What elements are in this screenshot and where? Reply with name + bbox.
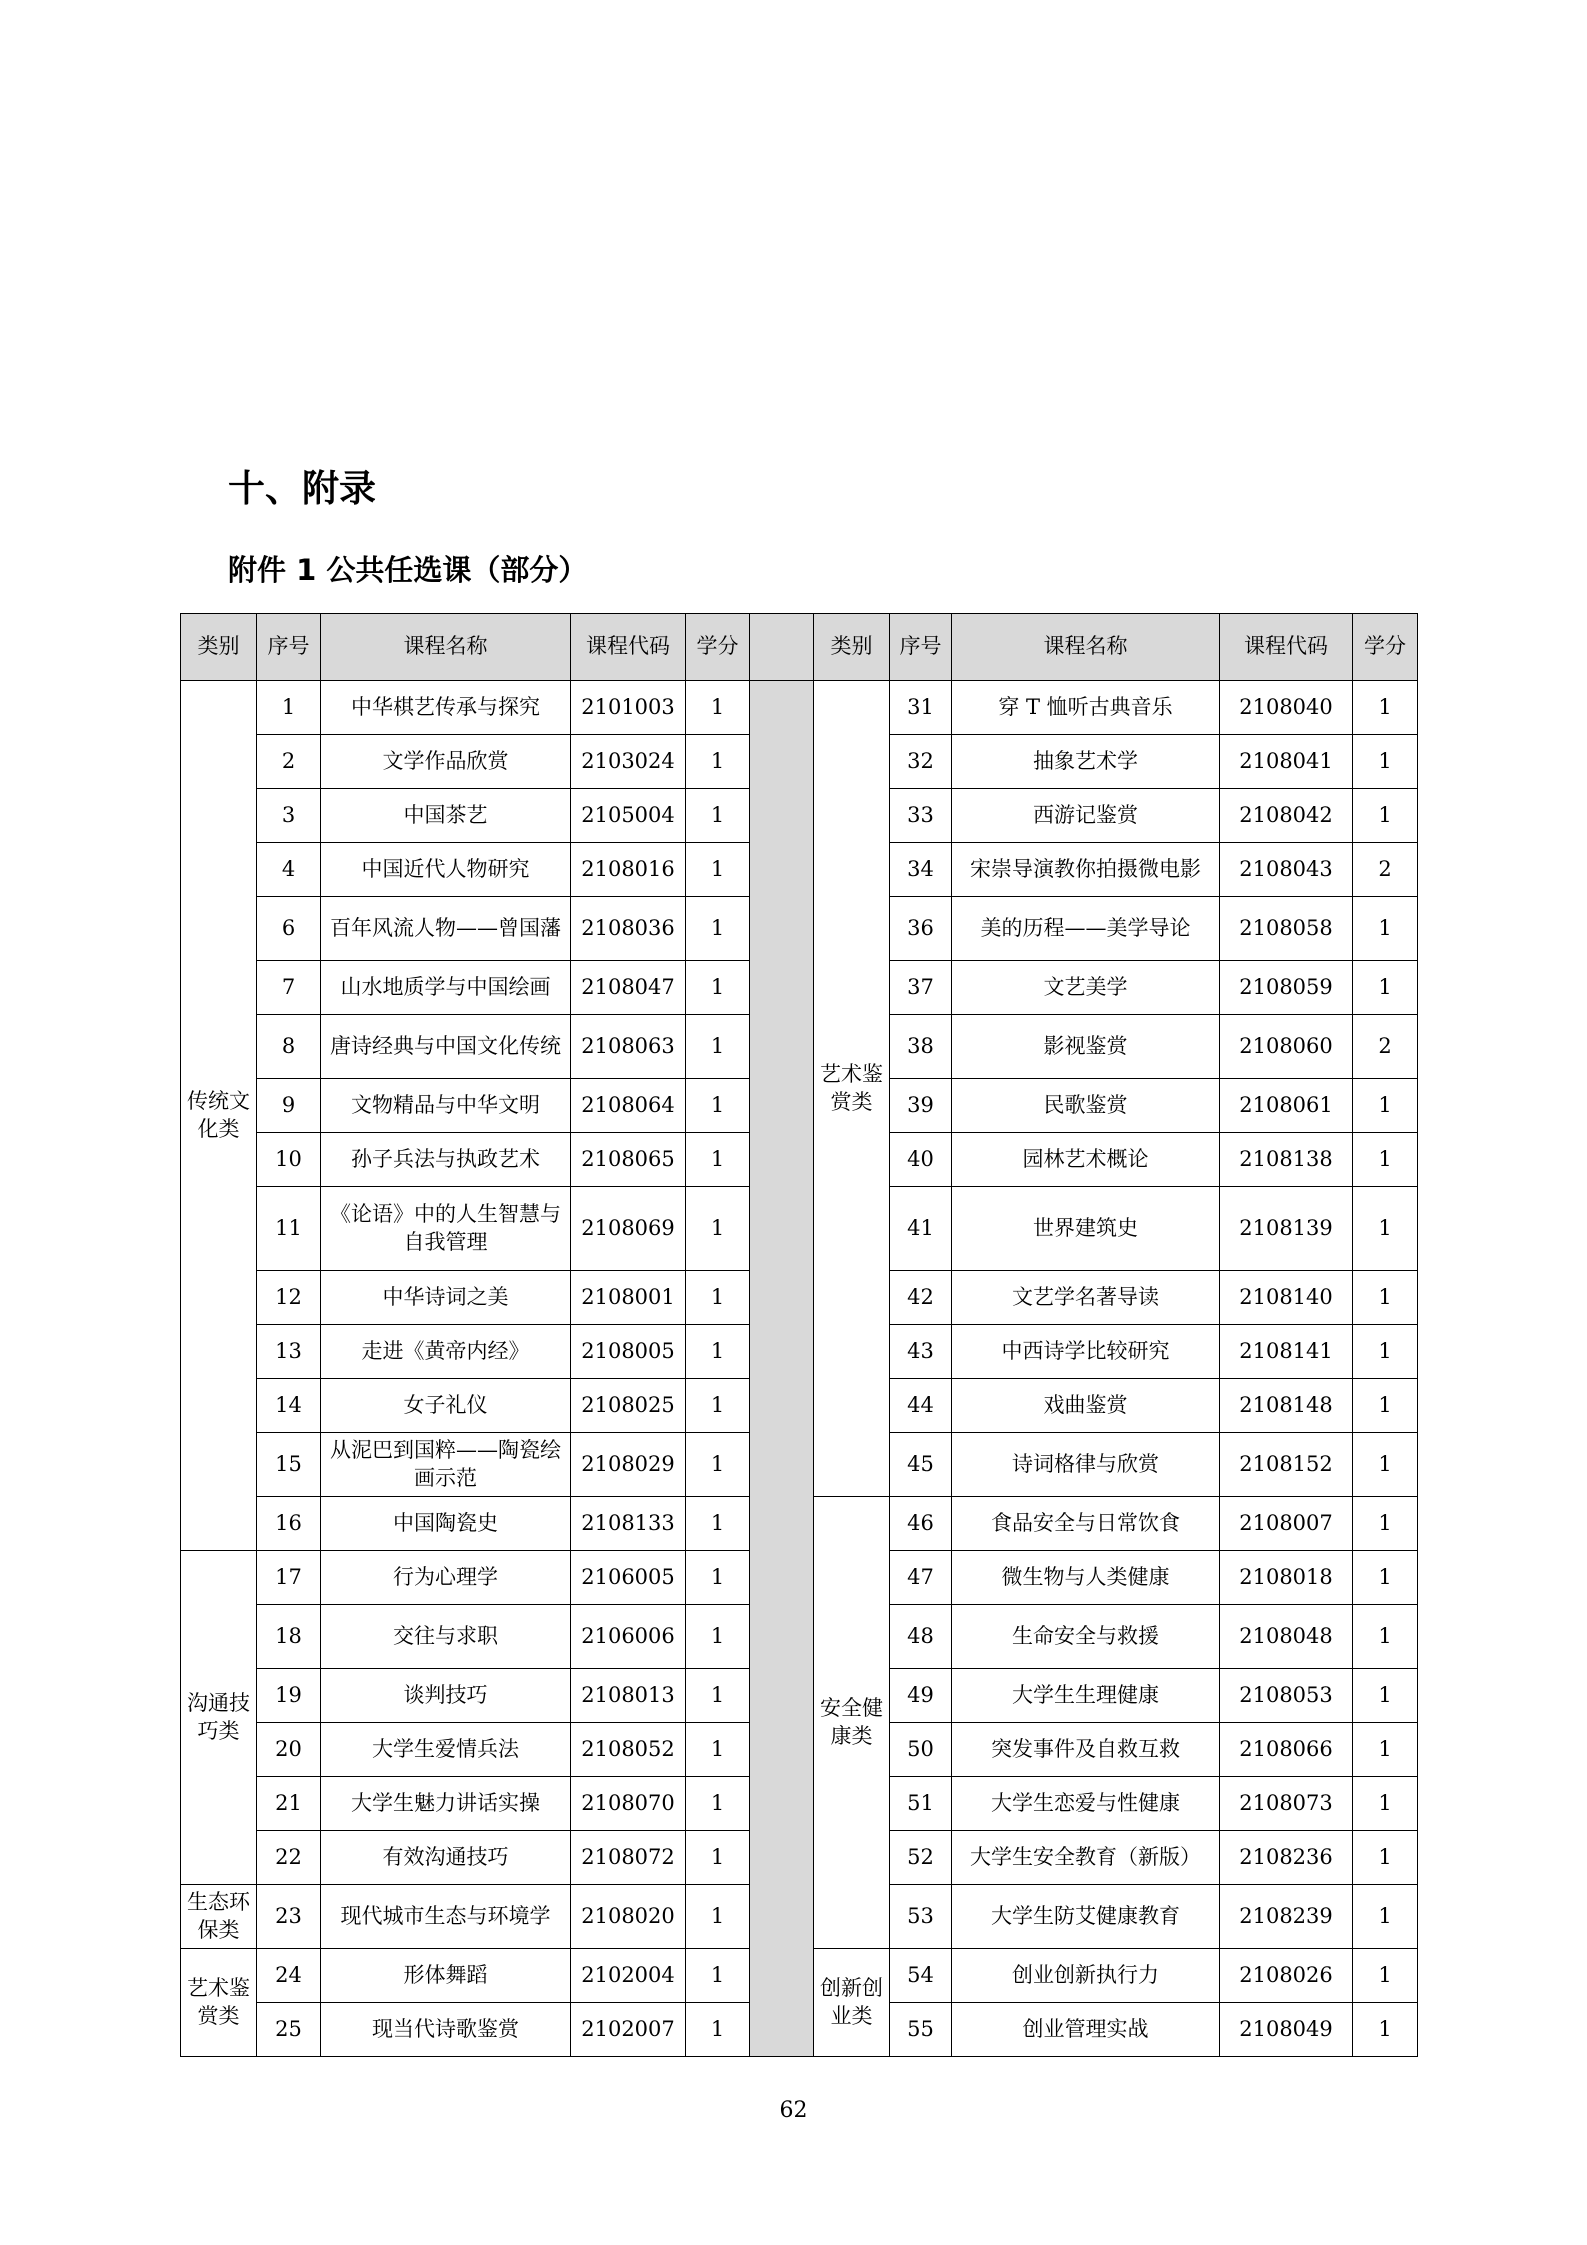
course-number: 10 bbox=[257, 1133, 321, 1187]
course-name: 民歌鉴赏 bbox=[952, 1079, 1220, 1133]
course-code: 2108063 bbox=[571, 1015, 686, 1079]
course-name: 美的历程——美学导论 bbox=[952, 897, 1220, 961]
course-code: 2108239 bbox=[1220, 1885, 1353, 1949]
header-gap bbox=[750, 614, 814, 681]
header-number: 序号 bbox=[890, 614, 952, 681]
course-credit: 1 bbox=[686, 1379, 750, 1433]
course-number: 20 bbox=[257, 1723, 321, 1777]
course-credit: 1 bbox=[686, 1187, 750, 1271]
course-number: 47 bbox=[890, 1551, 952, 1605]
course-name: 中国茶艺 bbox=[321, 789, 571, 843]
course-credit: 2 bbox=[1353, 1015, 1418, 1079]
category-cell: 沟通技巧类 bbox=[181, 1551, 257, 1885]
course-credit: 1 bbox=[686, 1015, 750, 1079]
course-credit: 1 bbox=[686, 789, 750, 843]
course-name: 交往与求职 bbox=[321, 1605, 571, 1669]
course-credit: 1 bbox=[686, 2003, 750, 2057]
course-credit: 2 bbox=[1353, 843, 1418, 897]
course-code: 2108040 bbox=[1220, 681, 1353, 735]
course-number: 8 bbox=[257, 1015, 321, 1079]
course-number: 25 bbox=[257, 2003, 321, 2057]
course-code: 2108052 bbox=[571, 1723, 686, 1777]
category-cell: 创新创业类 bbox=[814, 1949, 890, 2057]
course-number: 7 bbox=[257, 961, 321, 1015]
course-code: 2108053 bbox=[1220, 1669, 1353, 1723]
course-code: 2105004 bbox=[571, 789, 686, 843]
course-code: 2103024 bbox=[571, 735, 686, 789]
category-cell: 艺术鉴赏类 bbox=[814, 681, 890, 1497]
course-code: 2108047 bbox=[571, 961, 686, 1015]
course-name: 戏曲鉴赏 bbox=[952, 1379, 1220, 1433]
course-credit: 1 bbox=[1353, 1271, 1418, 1325]
course-name: 生命安全与救援 bbox=[952, 1605, 1220, 1669]
course-code: 2108001 bbox=[571, 1271, 686, 1325]
course-name: 中华诗词之美 bbox=[321, 1271, 571, 1325]
page-number: 62 bbox=[779, 2098, 808, 2123]
course-credit: 1 bbox=[1353, 1187, 1418, 1271]
course-code: 2108148 bbox=[1220, 1379, 1353, 1433]
course-credit: 1 bbox=[686, 1551, 750, 1605]
header-course-code: 课程代码 bbox=[571, 614, 686, 681]
course-credit: 1 bbox=[1353, 897, 1418, 961]
course-number: 21 bbox=[257, 1777, 321, 1831]
course-code: 2108069 bbox=[571, 1187, 686, 1271]
course-name: 有效沟通技巧 bbox=[321, 1831, 571, 1885]
course-credit: 1 bbox=[686, 1831, 750, 1885]
course-name: 文物精品与中华文明 bbox=[321, 1079, 571, 1133]
course-credit: 1 bbox=[1353, 681, 1418, 735]
course-credit: 1 bbox=[686, 1605, 750, 1669]
header-credit: 学分 bbox=[1353, 614, 1418, 681]
course-code: 2102007 bbox=[571, 2003, 686, 2057]
course-name: 文艺美学 bbox=[952, 961, 1220, 1015]
course-number: 51 bbox=[890, 1777, 952, 1831]
course-credit: 1 bbox=[1353, 1669, 1418, 1723]
course-code: 2108060 bbox=[1220, 1015, 1353, 1079]
course-number: 39 bbox=[890, 1079, 952, 1133]
course-name: 大学生防艾健康教育 bbox=[952, 1885, 1220, 1949]
course-name: 大学生安全教育（新版） bbox=[952, 1831, 1220, 1885]
course-number: 46 bbox=[890, 1497, 952, 1551]
course-code: 2108029 bbox=[571, 1433, 686, 1497]
course-credit: 1 bbox=[686, 1133, 750, 1187]
course-code: 2108048 bbox=[1220, 1605, 1353, 1669]
course-number: 40 bbox=[890, 1133, 952, 1187]
course-credit: 1 bbox=[1353, 1433, 1418, 1497]
course-name: 中国近代人物研究 bbox=[321, 843, 571, 897]
course-code: 2106005 bbox=[571, 1551, 686, 1605]
course-code: 2108016 bbox=[571, 843, 686, 897]
course-code: 2108042 bbox=[1220, 789, 1353, 843]
course-number: 15 bbox=[257, 1433, 321, 1497]
course-credit: 1 bbox=[1353, 1133, 1418, 1187]
course-number: 12 bbox=[257, 1271, 321, 1325]
course-number: 36 bbox=[890, 897, 952, 961]
header-category: 类别 bbox=[181, 614, 257, 681]
course-name: 从泥巴到国粹——陶瓷绘画示范 bbox=[321, 1433, 571, 1497]
course-number: 50 bbox=[890, 1723, 952, 1777]
course-name: 百年风流人物——曾国藩 bbox=[321, 897, 571, 961]
course-number: 6 bbox=[257, 897, 321, 961]
course-number: 11 bbox=[257, 1187, 321, 1271]
course-credit: 1 bbox=[686, 961, 750, 1015]
course-number: 53 bbox=[890, 1885, 952, 1949]
course-code: 2108026 bbox=[1220, 1949, 1353, 2003]
course-name: 中西诗学比较研究 bbox=[952, 1325, 1220, 1379]
course-code: 2108139 bbox=[1220, 1187, 1353, 1271]
course-name: 大学生魅力讲话实操 bbox=[321, 1777, 571, 1831]
course-code: 2108133 bbox=[571, 1497, 686, 1551]
course-credit: 1 bbox=[686, 1433, 750, 1497]
course-credit: 1 bbox=[1353, 1605, 1418, 1669]
course-name: 《论语》中的人生智慧与自我管理 bbox=[321, 1187, 571, 1271]
course-name: 园林艺术概论 bbox=[952, 1133, 1220, 1187]
course-number: 54 bbox=[890, 1949, 952, 2003]
course-name: 文学作品欣赏 bbox=[321, 735, 571, 789]
course-credit: 1 bbox=[686, 1885, 750, 1949]
course-credit: 1 bbox=[1353, 1777, 1418, 1831]
course-number: 3 bbox=[257, 789, 321, 843]
course-code: 2108007 bbox=[1220, 1497, 1353, 1551]
course-code: 2108049 bbox=[1220, 2003, 1353, 2057]
course-number: 32 bbox=[890, 735, 952, 789]
course-name: 现代城市生态与环境学 bbox=[321, 1885, 571, 1949]
course-number: 23 bbox=[257, 1885, 321, 1949]
header-course-name: 课程名称 bbox=[321, 614, 571, 681]
header-number: 序号 bbox=[257, 614, 321, 681]
category-cell: 艺术鉴赏类 bbox=[181, 1949, 257, 2057]
course-name: 谈判技巧 bbox=[321, 1669, 571, 1723]
course-code: 2108059 bbox=[1220, 961, 1353, 1015]
course-name: 微生物与人类健康 bbox=[952, 1551, 1220, 1605]
course-code: 2108236 bbox=[1220, 1831, 1353, 1885]
course-credit: 1 bbox=[1353, 1325, 1418, 1379]
course-code: 2108141 bbox=[1220, 1325, 1353, 1379]
table-body bbox=[181, 681, 1418, 2057]
course-code: 2108025 bbox=[571, 1379, 686, 1433]
course-code: 2108073 bbox=[1220, 1777, 1353, 1831]
category-cell: 传统文化类 bbox=[181, 681, 257, 1551]
course-credit: 1 bbox=[1353, 1885, 1418, 1949]
course-credit: 1 bbox=[686, 681, 750, 735]
course-code: 2108058 bbox=[1220, 897, 1353, 961]
course-credit: 1 bbox=[1353, 1079, 1418, 1133]
course-name: 抽象艺术学 bbox=[952, 735, 1220, 789]
course-credit: 1 bbox=[686, 1669, 750, 1723]
course-code: 2108018 bbox=[1220, 1551, 1353, 1605]
course-credit: 1 bbox=[686, 1325, 750, 1379]
course-code: 2108036 bbox=[571, 897, 686, 961]
course-number: 45 bbox=[890, 1433, 952, 1497]
course-number: 33 bbox=[890, 789, 952, 843]
course-name: 大学生恋爱与性健康 bbox=[952, 1777, 1220, 1831]
course-number: 22 bbox=[257, 1831, 321, 1885]
header-row bbox=[181, 614, 1418, 681]
course-number: 52 bbox=[890, 1831, 952, 1885]
course-credit: 1 bbox=[1353, 735, 1418, 789]
course-name: 走进《黄帝内经》 bbox=[321, 1325, 571, 1379]
course-number: 14 bbox=[257, 1379, 321, 1433]
header-credit: 学分 bbox=[686, 614, 750, 681]
course-number: 55 bbox=[890, 2003, 952, 2057]
course-number: 37 bbox=[890, 961, 952, 1015]
course-number: 24 bbox=[257, 1949, 321, 2003]
course-name: 文艺学名著导读 bbox=[952, 1271, 1220, 1325]
course-name: 诗词格律与欣赏 bbox=[952, 1433, 1220, 1497]
course-credit: 1 bbox=[686, 1497, 750, 1551]
course-name: 行为心理学 bbox=[321, 1551, 571, 1605]
course-number: 38 bbox=[890, 1015, 952, 1079]
course-credit: 1 bbox=[1353, 1723, 1418, 1777]
course-credit: 1 bbox=[1353, 1949, 1418, 2003]
course-name: 唐诗经典与中国文化传统 bbox=[321, 1015, 571, 1079]
course-number: 16 bbox=[257, 1497, 321, 1551]
course-name: 食品安全与日常饮食 bbox=[952, 1497, 1220, 1551]
course-number: 44 bbox=[890, 1379, 952, 1433]
course-name: 现当代诗歌鉴赏 bbox=[321, 2003, 571, 2057]
header-category: 类别 bbox=[814, 614, 890, 681]
course-number: 43 bbox=[890, 1325, 952, 1379]
course-code: 2108043 bbox=[1220, 843, 1353, 897]
course-code: 2108066 bbox=[1220, 1723, 1353, 1777]
course-number: 1 bbox=[257, 681, 321, 735]
course-number: 2 bbox=[257, 735, 321, 789]
course-name: 形体舞蹈 bbox=[321, 1949, 571, 2003]
course-credit: 1 bbox=[686, 1777, 750, 1831]
course-name: 创业创新执行力 bbox=[952, 1949, 1220, 2003]
course-number: 17 bbox=[257, 1551, 321, 1605]
course-credit: 1 bbox=[686, 843, 750, 897]
course-name: 影视鉴赏 bbox=[952, 1015, 1220, 1079]
course-credit: 1 bbox=[1353, 1379, 1418, 1433]
course-code: 2108013 bbox=[571, 1669, 686, 1723]
course-name: 创业管理实战 bbox=[952, 2003, 1220, 2057]
course-code: 2108065 bbox=[571, 1133, 686, 1187]
course-code: 2108152 bbox=[1220, 1433, 1353, 1497]
course-number: 31 bbox=[890, 681, 952, 735]
section-title: 十、附录 bbox=[228, 467, 376, 510]
header-course-name: 课程名称 bbox=[952, 614, 1220, 681]
course-code: 2108041 bbox=[1220, 735, 1353, 789]
course-number: 42 bbox=[890, 1271, 952, 1325]
course-number: 4 bbox=[257, 843, 321, 897]
category-cell: 安全健康类 bbox=[814, 1497, 890, 1949]
course-credit: 1 bbox=[1353, 1831, 1418, 1885]
course-credit: 1 bbox=[1353, 2003, 1418, 2057]
course-number: 18 bbox=[257, 1605, 321, 1669]
course-code: 2108005 bbox=[571, 1325, 686, 1379]
course-name: 世界建筑史 bbox=[952, 1187, 1220, 1271]
course-name: 孙子兵法与执政艺术 bbox=[321, 1133, 571, 1187]
course-code: 2108072 bbox=[571, 1831, 686, 1885]
course-credit: 1 bbox=[686, 1079, 750, 1133]
header-course-code: 课程代码 bbox=[1220, 614, 1353, 681]
course-code: 2106006 bbox=[571, 1605, 686, 1669]
course-number: 34 bbox=[890, 843, 952, 897]
course-name: 西游记鉴赏 bbox=[952, 789, 1220, 843]
course-credit: 1 bbox=[686, 1949, 750, 2003]
course-name: 中国陶瓷史 bbox=[321, 1497, 571, 1551]
course-credit: 1 bbox=[1353, 1551, 1418, 1605]
course-code: 2108061 bbox=[1220, 1079, 1353, 1133]
course-code: 2108140 bbox=[1220, 1271, 1353, 1325]
course-name: 宋崇导演教你拍摄微电影 bbox=[952, 843, 1220, 897]
table-divider-column bbox=[750, 681, 814, 2057]
table-row bbox=[181, 681, 1418, 735]
course-credit: 1 bbox=[1353, 1497, 1418, 1551]
course-code: 2108020 bbox=[571, 1885, 686, 1949]
course-name: 女子礼仪 bbox=[321, 1379, 571, 1433]
course-credit: 1 bbox=[1353, 961, 1418, 1015]
course-code: 2101003 bbox=[571, 681, 686, 735]
course-credit: 1 bbox=[686, 735, 750, 789]
course-name: 穿 T 恤听古典音乐 bbox=[952, 681, 1220, 735]
course-code: 2108070 bbox=[571, 1777, 686, 1831]
course-code: 2108064 bbox=[571, 1079, 686, 1133]
course-name: 大学生爱情兵法 bbox=[321, 1723, 571, 1777]
course-credit: 1 bbox=[686, 1723, 750, 1777]
annex-title: 附件 1 公共任选课（部分） bbox=[228, 553, 588, 587]
course-number: 13 bbox=[257, 1325, 321, 1379]
course-name: 中华棋艺传承与探究 bbox=[321, 681, 571, 735]
course-credit: 1 bbox=[686, 1271, 750, 1325]
course-number: 41 bbox=[890, 1187, 952, 1271]
course-number: 48 bbox=[890, 1605, 952, 1669]
course-number: 19 bbox=[257, 1669, 321, 1723]
course-name: 大学生生理健康 bbox=[952, 1669, 1220, 1723]
course-credit: 1 bbox=[1353, 789, 1418, 843]
course-code: 2102004 bbox=[571, 1949, 686, 2003]
course-table bbox=[180, 613, 1418, 2057]
course-code: 2108138 bbox=[1220, 1133, 1353, 1187]
course-name: 山水地质学与中国绘画 bbox=[321, 961, 571, 1015]
course-number: 9 bbox=[257, 1079, 321, 1133]
course-name: 突发事件及自救互救 bbox=[952, 1723, 1220, 1777]
category-cell: 生态环保类 bbox=[181, 1885, 257, 1949]
course-number: 49 bbox=[890, 1669, 952, 1723]
course-credit: 1 bbox=[686, 897, 750, 961]
